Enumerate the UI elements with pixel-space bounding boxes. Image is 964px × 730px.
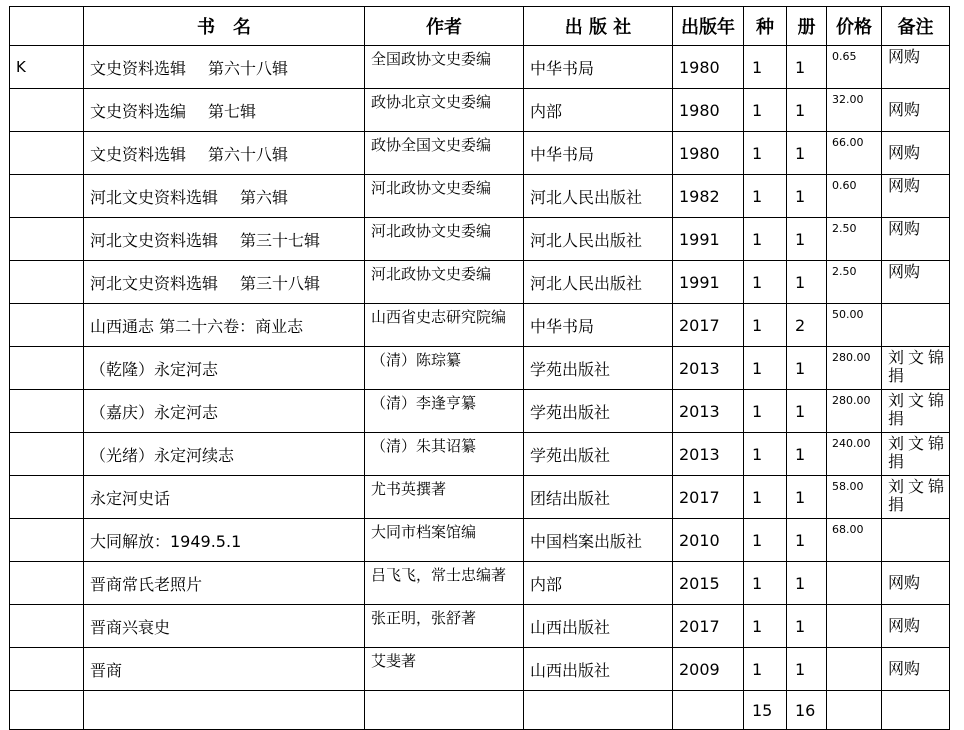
author-cell: 艾斐著 xyxy=(365,648,524,691)
volumes-cell: 1 xyxy=(787,476,827,519)
totals-row xyxy=(10,691,950,730)
table-row xyxy=(10,218,950,261)
kinds-cell: 1 xyxy=(744,519,787,562)
title-volume: 第七辑 xyxy=(208,101,257,121)
author-cell: 河北政协文史委编 xyxy=(365,218,524,261)
year-cell: 2013 xyxy=(673,347,744,390)
totals-empty xyxy=(524,691,673,730)
publisher-cell: 团结出版社 xyxy=(524,476,673,519)
title-main: 河北文史资料选辑 xyxy=(90,230,219,250)
title-cell xyxy=(84,433,365,476)
table-row xyxy=(10,347,950,390)
price-cell: 240.00 xyxy=(827,433,882,476)
table-row xyxy=(10,89,950,132)
volumes-cell: 1 xyxy=(787,347,827,390)
classification-cell xyxy=(10,390,84,433)
title-cell xyxy=(84,132,365,175)
year-cell: 1991 xyxy=(673,218,744,261)
price-cell: 280.00 xyxy=(827,390,882,433)
totals-empty xyxy=(10,691,84,730)
title-volume: 第三十七辑 xyxy=(240,230,321,250)
author-cell: 大同市档案馆编 xyxy=(365,519,524,562)
note-cell xyxy=(882,304,950,347)
price-cell: 0.60 xyxy=(827,175,882,218)
title-cell xyxy=(84,519,365,562)
title-main: 晋商常氏老照片 xyxy=(90,574,203,594)
note-cell: 网购 xyxy=(882,261,950,304)
header-note: 备注 xyxy=(882,7,950,46)
publisher-cell: 内部 xyxy=(524,89,673,132)
volumes-cell: 1 xyxy=(787,218,827,261)
author-cell: （清）朱其诏纂 xyxy=(365,433,524,476)
classification-cell xyxy=(10,347,84,390)
note-cell: 刘文锦捐 xyxy=(882,390,950,433)
classification-cell xyxy=(10,132,84,175)
note-cell: 网购 xyxy=(882,648,950,691)
kinds-cell: 1 xyxy=(744,304,787,347)
table-row xyxy=(10,132,950,175)
note-cell: 网购 xyxy=(882,562,950,605)
title-cell xyxy=(84,218,365,261)
title-main: 永定河史话 xyxy=(90,488,171,508)
author-cell: 全国政协文史委编 xyxy=(365,46,524,89)
publisher-cell: 河北人民出版社 xyxy=(524,261,673,304)
volumes-cell: 1 xyxy=(787,132,827,175)
year-cell: 2013 xyxy=(673,390,744,433)
kinds-cell: 1 xyxy=(744,433,787,476)
title-volume: 第六十八辑 xyxy=(208,58,289,78)
title-cell xyxy=(84,476,365,519)
header-row xyxy=(10,7,950,46)
note-cell: 刘文锦捐 xyxy=(882,347,950,390)
title-main: （光绪）永定河续志 xyxy=(90,445,235,465)
year-cell: 1982 xyxy=(673,175,744,218)
title-main: 河北文史资料选辑 xyxy=(90,273,219,293)
table-row xyxy=(10,390,950,433)
publisher-cell: 学苑出版社 xyxy=(524,347,673,390)
title-main: 大同解放：1949.5.1 xyxy=(90,531,242,551)
title-cell xyxy=(84,562,365,605)
table-row xyxy=(10,605,950,648)
classification-cell xyxy=(10,304,84,347)
note-cell: 网购 xyxy=(882,175,950,218)
publisher-cell: 中国档案出版社 xyxy=(524,519,673,562)
year-cell: 1980 xyxy=(673,89,744,132)
note-cell: 网购 xyxy=(882,132,950,175)
title-main: 晋商兴衰史 xyxy=(90,617,171,637)
title-main: 晋商 xyxy=(90,660,123,680)
table-row xyxy=(10,562,950,605)
price-cell xyxy=(827,648,882,691)
year-cell: 2017 xyxy=(673,304,744,347)
kinds-cell: 1 xyxy=(744,562,787,605)
classification-cell xyxy=(10,519,84,562)
header-class xyxy=(10,7,84,46)
title-cell xyxy=(84,390,365,433)
author-cell: （清）陈琮纂 xyxy=(365,347,524,390)
volumes-cell: 1 xyxy=(787,175,827,218)
year-cell: 2013 xyxy=(673,433,744,476)
title-volume: 第三十八辑 xyxy=(240,273,321,293)
price-cell: 280.00 xyxy=(827,347,882,390)
price-cell xyxy=(827,562,882,605)
kinds-cell: 1 xyxy=(744,132,787,175)
title-cell xyxy=(84,89,365,132)
totals-empty xyxy=(882,691,950,730)
price-cell xyxy=(827,605,882,648)
header-author: 作者 xyxy=(365,7,524,46)
kinds-cell: 1 xyxy=(744,261,787,304)
header-price: 价格 xyxy=(827,7,882,46)
book-inventory-table xyxy=(9,6,950,730)
note-cell: 网购 xyxy=(882,46,950,89)
note-cell: 网购 xyxy=(882,218,950,261)
volumes-cell: 2 xyxy=(787,304,827,347)
volumes-cell: 1 xyxy=(787,562,827,605)
volumes-cell: 1 xyxy=(787,605,827,648)
total-volumes: 16 xyxy=(787,691,827,730)
totals-empty xyxy=(365,691,524,730)
publisher-cell: 山西出版社 xyxy=(524,648,673,691)
year-cell: 2017 xyxy=(673,605,744,648)
classification-cell xyxy=(10,648,84,691)
title-main: 山西通志 第二十六卷：商业志 xyxy=(90,316,304,336)
volumes-cell: 1 xyxy=(787,46,827,89)
header-volumes: 册 xyxy=(787,7,827,46)
classification-cell xyxy=(10,175,84,218)
kinds-cell: 1 xyxy=(744,46,787,89)
header-kinds: 种 xyxy=(744,7,787,46)
author-cell: 政协北京文史委编 xyxy=(365,89,524,132)
year-cell: 2010 xyxy=(673,519,744,562)
publisher-cell: 学苑出版社 xyxy=(524,433,673,476)
author-cell: 河北政协文史委编 xyxy=(365,261,524,304)
publisher-cell: 中华书局 xyxy=(524,132,673,175)
title-main: 河北文史资料选辑 xyxy=(90,187,219,207)
table-row xyxy=(10,175,950,218)
title-main: 文史资料选辑 xyxy=(90,144,187,164)
price-cell: 50.00 xyxy=(827,304,882,347)
author-cell: 山西省史志研究院编 xyxy=(365,304,524,347)
volumes-cell: 1 xyxy=(787,390,827,433)
table-row xyxy=(10,476,950,519)
price-cell: 2.50 xyxy=(827,261,882,304)
author-cell: 河北政协文史委编 xyxy=(365,175,524,218)
volumes-cell: 1 xyxy=(787,261,827,304)
year-cell: 2009 xyxy=(673,648,744,691)
price-cell: 0.65 xyxy=(827,46,882,89)
totals-empty xyxy=(84,691,365,730)
table-row xyxy=(10,433,950,476)
title-main: （乾隆）永定河志 xyxy=(90,359,219,379)
title-main: 文史资料选辑 xyxy=(90,58,187,78)
classification-cell xyxy=(10,605,84,648)
title-cell xyxy=(84,175,365,218)
header-title: 书 名 xyxy=(84,7,365,46)
year-cell: 2017 xyxy=(673,476,744,519)
author-cell: 尤书英撰著 xyxy=(365,476,524,519)
kinds-cell: 1 xyxy=(744,605,787,648)
note-cell xyxy=(882,519,950,562)
classification-cell xyxy=(10,562,84,605)
year-cell: 1980 xyxy=(673,46,744,89)
title-volume: 第六辑 xyxy=(240,187,289,207)
price-cell: 32.00 xyxy=(827,89,882,132)
price-cell: 68.00 xyxy=(827,519,882,562)
header-year: 出版年 xyxy=(673,7,744,46)
publisher-cell: 河北人民出版社 xyxy=(524,218,673,261)
publisher-cell: 中华书局 xyxy=(524,304,673,347)
kinds-cell: 1 xyxy=(744,218,787,261)
title-cell xyxy=(84,46,365,89)
classification-cell xyxy=(10,476,84,519)
publisher-cell: 学苑出版社 xyxy=(524,390,673,433)
table-row xyxy=(10,261,950,304)
header-publisher: 出 版 社 xyxy=(524,7,673,46)
title-volume: 第六十八辑 xyxy=(208,144,289,164)
kinds-cell: 1 xyxy=(744,89,787,132)
totals-empty xyxy=(827,691,882,730)
kinds-cell: 1 xyxy=(744,347,787,390)
classification-cell xyxy=(10,433,84,476)
title-cell xyxy=(84,605,365,648)
volumes-cell: 1 xyxy=(787,648,827,691)
kinds-cell: 1 xyxy=(744,648,787,691)
kinds-cell: 1 xyxy=(744,175,787,218)
kinds-cell: 1 xyxy=(744,390,787,433)
table-row xyxy=(10,304,950,347)
totals-empty xyxy=(673,691,744,730)
note-cell: 网购 xyxy=(882,605,950,648)
author-cell: （清）李逢亨纂 xyxy=(365,390,524,433)
author-cell: 张正明，张舒著 xyxy=(365,605,524,648)
volumes-cell: 1 xyxy=(787,433,827,476)
note-cell: 刘文锦捐 xyxy=(882,476,950,519)
title-main: 文史资料选编 xyxy=(90,101,187,121)
title-cell xyxy=(84,304,365,347)
classification-cell xyxy=(10,218,84,261)
price-cell: 2.50 xyxy=(827,218,882,261)
price-cell: 66.00 xyxy=(827,132,882,175)
title-cell xyxy=(84,347,365,390)
kinds-cell: 1 xyxy=(744,476,787,519)
title-main: （嘉庆）永定河志 xyxy=(90,402,219,422)
volumes-cell: 1 xyxy=(787,519,827,562)
classification-cell xyxy=(10,261,84,304)
year-cell: 2015 xyxy=(673,562,744,605)
volumes-cell: 1 xyxy=(787,89,827,132)
table-row xyxy=(10,519,950,562)
author-cell: 吕飞飞，常士忠编著 xyxy=(365,562,524,605)
note-cell: 刘文锦捐 xyxy=(882,433,950,476)
year-cell: 1991 xyxy=(673,261,744,304)
note-cell: 网购 xyxy=(882,89,950,132)
table-row xyxy=(10,648,950,691)
title-cell xyxy=(84,648,365,691)
classification-cell: K xyxy=(10,46,84,89)
publisher-cell: 山西出版社 xyxy=(524,605,673,648)
price-cell: 58.00 xyxy=(827,476,882,519)
classification-cell xyxy=(10,89,84,132)
publisher-cell: 河北人民出版社 xyxy=(524,175,673,218)
title-cell xyxy=(84,261,365,304)
publisher-cell: 中华书局 xyxy=(524,46,673,89)
author-cell: 政协全国文史委编 xyxy=(365,132,524,175)
publisher-cell: 内部 xyxy=(524,562,673,605)
year-cell: 1980 xyxy=(673,132,744,175)
table-row xyxy=(10,46,950,89)
total-kinds: 15 xyxy=(744,691,787,730)
